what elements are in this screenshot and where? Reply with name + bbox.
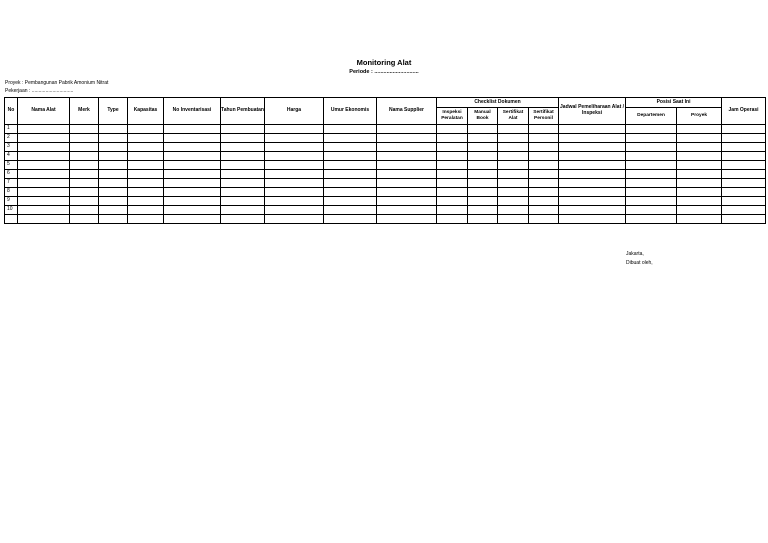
table-cell xyxy=(324,143,377,152)
table-cell xyxy=(468,170,498,179)
table-cell xyxy=(221,170,265,179)
table-cell xyxy=(128,134,164,143)
table-cell xyxy=(437,161,468,170)
table-cell xyxy=(498,206,529,215)
table-cell xyxy=(559,206,626,215)
table-cell xyxy=(128,161,164,170)
table-cell xyxy=(221,125,265,134)
table-row xyxy=(5,206,766,215)
table-cell xyxy=(722,179,766,188)
row-number: 6 xyxy=(5,170,18,179)
table-row xyxy=(5,134,766,143)
table-cell xyxy=(437,152,468,161)
table-cell xyxy=(70,206,99,215)
table-cell xyxy=(377,215,437,224)
header-jadwal: Jadwal Pemeliharaan Alat / Inspeksi xyxy=(559,98,626,125)
table-cell xyxy=(164,215,221,224)
table-cell xyxy=(221,188,265,197)
table-cell xyxy=(221,152,265,161)
table-cell xyxy=(722,161,766,170)
table-cell xyxy=(221,179,265,188)
table-cell xyxy=(99,152,128,161)
table-cell xyxy=(265,143,324,152)
table-cell xyxy=(468,143,498,152)
table-cell xyxy=(128,125,164,134)
header-proyek: Proyek xyxy=(677,108,722,125)
table-cell xyxy=(324,206,377,215)
table-cell xyxy=(70,215,99,224)
table-cell xyxy=(559,134,626,143)
table-cell xyxy=(498,179,529,188)
table-cell xyxy=(626,170,677,179)
table-cell xyxy=(626,215,677,224)
table-cell xyxy=(722,143,766,152)
table-cell xyxy=(99,170,128,179)
table-cell xyxy=(677,215,722,224)
table-cell xyxy=(324,188,377,197)
header-merk: Merk xyxy=(70,98,99,125)
table-cell xyxy=(70,152,99,161)
table-cell xyxy=(468,134,498,143)
header-jam-operasi: Jam Operasi xyxy=(722,98,766,125)
table-cell xyxy=(468,179,498,188)
table-cell xyxy=(128,197,164,206)
table-cell xyxy=(164,134,221,143)
table-cell xyxy=(529,170,559,179)
table-cell xyxy=(221,134,265,143)
table-cell xyxy=(221,215,265,224)
table-cell xyxy=(18,152,70,161)
table-cell xyxy=(377,188,437,197)
table-cell xyxy=(377,170,437,179)
table-cell xyxy=(498,152,529,161)
table-cell xyxy=(164,197,221,206)
table-cell xyxy=(70,179,99,188)
table-cell xyxy=(377,152,437,161)
table-cell xyxy=(164,206,221,215)
table-cell xyxy=(18,215,70,224)
table-row xyxy=(5,125,766,134)
table-cell xyxy=(265,170,324,179)
table-cell xyxy=(677,134,722,143)
table-cell xyxy=(265,215,324,224)
table-cell xyxy=(677,206,722,215)
header-departemen: Departemen xyxy=(626,108,677,125)
table-cell xyxy=(70,161,99,170)
row-number: 5 xyxy=(5,161,18,170)
row-number: 4 xyxy=(5,152,18,161)
table-cell xyxy=(18,197,70,206)
table-cell xyxy=(324,125,377,134)
table-cell xyxy=(468,125,498,134)
table-cell xyxy=(99,134,128,143)
table-cell xyxy=(677,125,722,134)
table-cell xyxy=(559,170,626,179)
table-cell xyxy=(437,215,468,224)
table-cell xyxy=(468,152,498,161)
table-cell xyxy=(18,125,70,134)
table-cell xyxy=(164,170,221,179)
table-cell xyxy=(468,215,498,224)
table-cell xyxy=(128,170,164,179)
table-cell xyxy=(324,197,377,206)
table-cell xyxy=(529,197,559,206)
table-cell xyxy=(498,143,529,152)
table-cell xyxy=(722,206,766,215)
table-cell xyxy=(722,197,766,206)
table-cell xyxy=(559,161,626,170)
header-nama-alat: Nama Alat xyxy=(18,98,70,125)
table-cell xyxy=(99,215,128,224)
table-cell xyxy=(99,125,128,134)
table-cell xyxy=(265,206,324,215)
table-cell xyxy=(70,197,99,206)
header-inspeksi-peralatan: Inspeksi Peralatan xyxy=(437,108,468,125)
table-cell xyxy=(468,206,498,215)
table-cell xyxy=(128,143,164,152)
header-tahun-pembuatan: Tahun Pembuatan xyxy=(221,98,265,125)
table-cell xyxy=(164,188,221,197)
table-cell xyxy=(529,125,559,134)
table-cell xyxy=(70,143,99,152)
period-line: Periode : ............................. xyxy=(349,69,419,75)
table-cell xyxy=(437,179,468,188)
row-number: 9 xyxy=(5,197,18,206)
signature-city: Jakarta, xyxy=(626,251,644,257)
table-cell xyxy=(437,206,468,215)
table-cell xyxy=(559,143,626,152)
table-cell xyxy=(221,206,265,215)
table-cell xyxy=(99,206,128,215)
table-row xyxy=(5,197,766,206)
table-cell xyxy=(498,188,529,197)
header-no: No xyxy=(5,98,18,125)
table-cell xyxy=(164,161,221,170)
table-cell xyxy=(221,197,265,206)
table-cell xyxy=(18,143,70,152)
table-cell xyxy=(70,125,99,134)
table-cell xyxy=(498,134,529,143)
table-row xyxy=(5,143,766,152)
table-cell xyxy=(128,206,164,215)
row-number xyxy=(5,215,18,224)
table-cell xyxy=(498,125,529,134)
table-cell xyxy=(529,188,559,197)
table-row xyxy=(5,215,766,224)
table-cell xyxy=(559,179,626,188)
table-cell xyxy=(128,152,164,161)
table-cell xyxy=(265,134,324,143)
table-cell xyxy=(529,161,559,170)
row-number: 10 xyxy=(5,206,18,215)
table-cell xyxy=(498,170,529,179)
table-cell xyxy=(164,125,221,134)
table-cell xyxy=(626,134,677,143)
table-cell xyxy=(468,161,498,170)
table-cell xyxy=(324,161,377,170)
table-cell xyxy=(722,170,766,179)
table-cell xyxy=(626,161,677,170)
table-cell xyxy=(559,215,626,224)
table-cell xyxy=(99,179,128,188)
table-cell xyxy=(559,197,626,206)
table-cell xyxy=(265,125,324,134)
row-number: 8 xyxy=(5,188,18,197)
row-number: 3 xyxy=(5,143,18,152)
table-cell xyxy=(722,152,766,161)
table-cell xyxy=(221,143,265,152)
table-cell xyxy=(626,143,677,152)
table-cell xyxy=(18,161,70,170)
table-cell xyxy=(722,125,766,134)
table-cell xyxy=(626,152,677,161)
table-cell xyxy=(529,179,559,188)
table-cell xyxy=(265,161,324,170)
table-cell xyxy=(498,197,529,206)
header-no-inventarisasi: No Inventarisasi xyxy=(164,98,221,125)
monitoring-table xyxy=(4,97,766,224)
table-cell xyxy=(99,188,128,197)
table-row xyxy=(5,188,766,197)
table-cell xyxy=(626,188,677,197)
table-body xyxy=(5,125,766,224)
table-cell xyxy=(437,134,468,143)
table-cell xyxy=(377,206,437,215)
table-cell xyxy=(265,152,324,161)
table-cell xyxy=(18,179,70,188)
table-cell xyxy=(437,170,468,179)
table-cell xyxy=(324,179,377,188)
table-cell xyxy=(559,152,626,161)
table-cell xyxy=(70,188,99,197)
table-cell xyxy=(324,170,377,179)
table-row xyxy=(5,179,766,188)
row-number: 1 xyxy=(5,125,18,134)
project-line: Proyek : Pembangunan Pabrik Amonium Nitrat xyxy=(5,80,109,86)
table-cell xyxy=(324,134,377,143)
table-cell xyxy=(529,206,559,215)
table-cell xyxy=(437,197,468,206)
table-cell xyxy=(128,179,164,188)
signature-made-by: Dibuat oleh, xyxy=(626,260,653,266)
work-line: Pekerjaan : .............................. xyxy=(5,88,74,94)
table-cell xyxy=(468,188,498,197)
table-cell xyxy=(265,188,324,197)
table-cell xyxy=(468,197,498,206)
table-cell xyxy=(626,179,677,188)
document-title: Monitoring Alat xyxy=(356,58,412,67)
header-umur-ekonomis: Umur Ekonomis xyxy=(324,98,377,125)
table-cell xyxy=(677,152,722,161)
table-cell xyxy=(677,170,722,179)
table-cell xyxy=(722,215,766,224)
header-manual-book: Manual Book xyxy=(468,108,498,125)
table-cell xyxy=(529,134,559,143)
table-cell xyxy=(99,197,128,206)
table-cell xyxy=(677,179,722,188)
table-cell xyxy=(529,152,559,161)
table-cell xyxy=(498,161,529,170)
table-cell xyxy=(722,188,766,197)
table-cell xyxy=(722,134,766,143)
table-cell xyxy=(377,134,437,143)
table-row xyxy=(5,161,766,170)
table-cell xyxy=(498,215,529,224)
table-cell xyxy=(99,161,128,170)
header-posisi-saat-ini: Posisi Saat Ini xyxy=(626,98,722,108)
table-cell xyxy=(677,161,722,170)
table-cell xyxy=(164,152,221,161)
table-cell xyxy=(377,125,437,134)
table-cell xyxy=(626,197,677,206)
table-cell xyxy=(677,143,722,152)
table-cell xyxy=(70,170,99,179)
header-checklist-dokumen: Checklist Dokumen xyxy=(437,98,559,108)
table-cell xyxy=(677,197,722,206)
table-cell xyxy=(324,215,377,224)
table-cell xyxy=(559,125,626,134)
table-cell xyxy=(18,188,70,197)
table-cell xyxy=(265,179,324,188)
table-cell xyxy=(18,134,70,143)
table-cell xyxy=(529,143,559,152)
table-cell xyxy=(437,143,468,152)
table-cell xyxy=(559,188,626,197)
table-cell xyxy=(529,215,559,224)
table-cell xyxy=(677,188,722,197)
table-cell xyxy=(626,206,677,215)
table-cell xyxy=(377,197,437,206)
table-cell xyxy=(265,197,324,206)
table-cell xyxy=(70,134,99,143)
header-harga: Harga xyxy=(265,98,324,125)
table-cell xyxy=(18,170,70,179)
table-cell xyxy=(18,206,70,215)
table-cell xyxy=(99,143,128,152)
table-cell xyxy=(626,125,677,134)
row-number: 7 xyxy=(5,179,18,188)
table-cell xyxy=(324,152,377,161)
table-cell xyxy=(128,215,164,224)
table-cell xyxy=(164,143,221,152)
header-type: Type xyxy=(99,98,128,125)
table-cell xyxy=(377,161,437,170)
table-row xyxy=(5,170,766,179)
table-cell xyxy=(377,143,437,152)
header-sertifikat-alat: Sertifikat Alat xyxy=(498,108,529,125)
table-cell xyxy=(437,125,468,134)
table-cell xyxy=(437,188,468,197)
header-kapasitas: Kapasitas xyxy=(128,98,164,125)
table-cell xyxy=(164,179,221,188)
header-sertifikat-personil: Sertifikat Personil xyxy=(529,108,559,125)
table-cell xyxy=(377,179,437,188)
table-row xyxy=(5,152,766,161)
header-nama-supplier: Nama Supplier xyxy=(377,98,437,125)
table-cell xyxy=(221,161,265,170)
row-number: 2 xyxy=(5,134,18,143)
table-cell xyxy=(128,188,164,197)
